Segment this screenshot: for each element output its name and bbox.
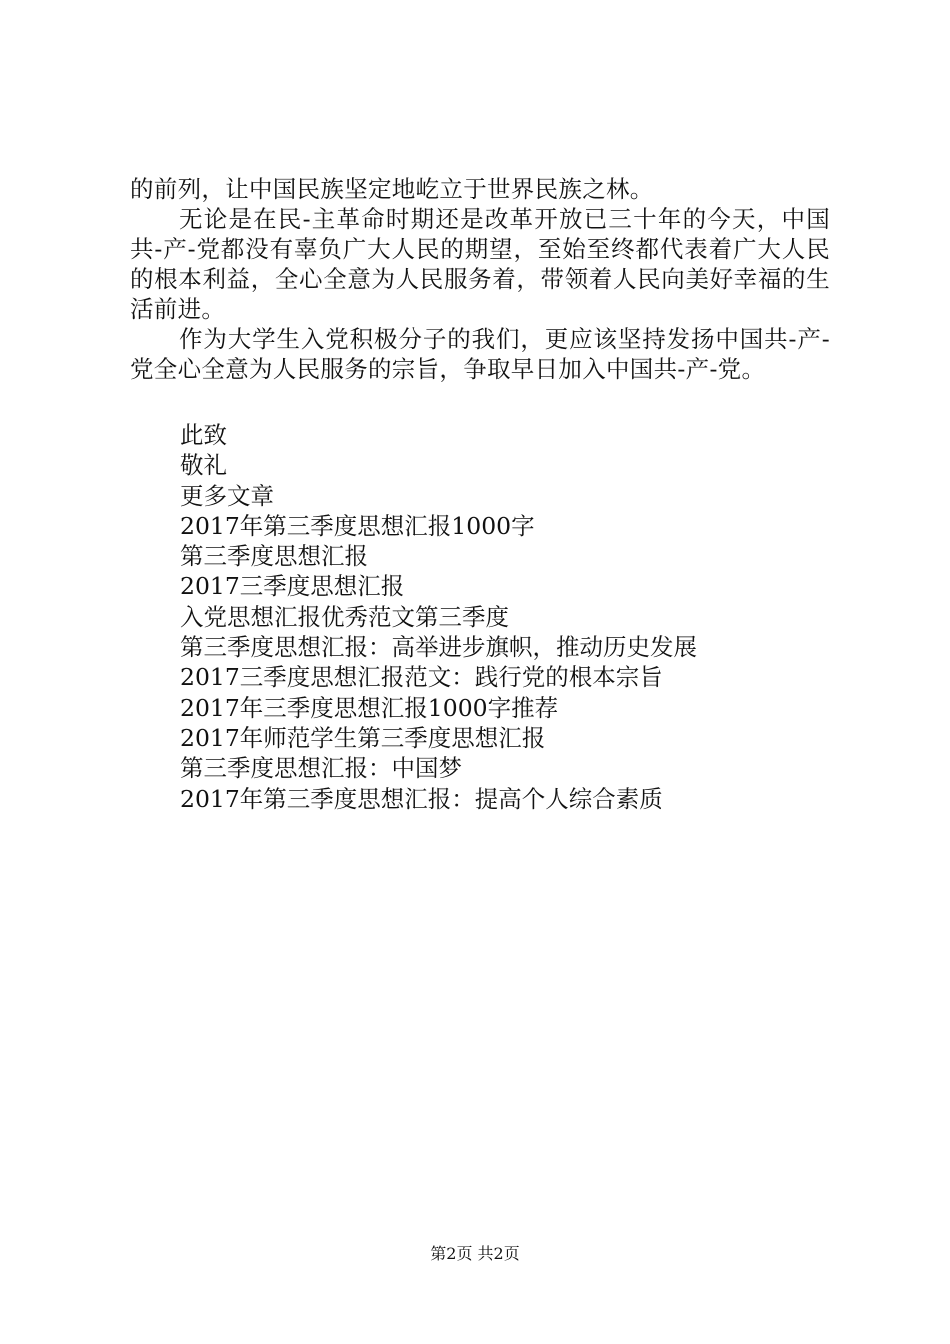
article-link[interactable]: 第三季度思想汇报: [180, 542, 368, 571]
article-link[interactable]: 2017年第三季度思想汇报1000字: [180, 511, 535, 540]
article-link[interactable]: 2017年第三季度思想汇报：提高个人综合素质: [180, 784, 663, 813]
article-link[interactable]: 第三季度思想汇报：中国梦: [180, 754, 462, 783]
article-link[interactable]: 2017三季度思想汇报范文：践行党的根本宗旨: [180, 663, 663, 692]
article-link[interactable]: 入党思想汇报优秀范文第三季度: [180, 602, 509, 631]
article-link[interactable]: 2017年师范学生第三季度思想汇报: [180, 723, 546, 752]
closing-section: [180, 420, 820, 814]
more-articles-heading: 更多文章: [180, 481, 274, 510]
article-link[interactable]: 2017三季度思想汇报: [180, 572, 405, 601]
article-link[interactable]: 2017年三季度思想汇报1000字推荐: [180, 693, 559, 722]
body-text: [130, 174, 830, 384]
salutation-line-1: 此致: [180, 421, 227, 449]
paragraph-continued: 的前列，让中国民族坚定地屹立于世界民族之林。: [130, 175, 654, 203]
paragraph-student-commitment: 作为大学生入党积极分子的我们，更应该坚持发扬中国共-产-党全心全意为人民服务的宗旨，争取早日加入中国共-产-党。: [130, 325, 830, 383]
page-footer: 第2页 共2页: [430, 1244, 520, 1263]
salutation-line-2: 敬礼: [180, 451, 227, 480]
article-link[interactable]: 第三季度思想汇报：高举进步旗帜，推动历史发展: [180, 633, 697, 662]
paragraph-party-history: 无论是在民-主革命时期还是改革开放已三十年的今天，中国共-产-党都没有辜负广大人民的期望，至始至终都代表着广大人民的根本利益，全心全意为人民服务着，带领着人民向美好幸福的生活前进。: [130, 205, 830, 323]
